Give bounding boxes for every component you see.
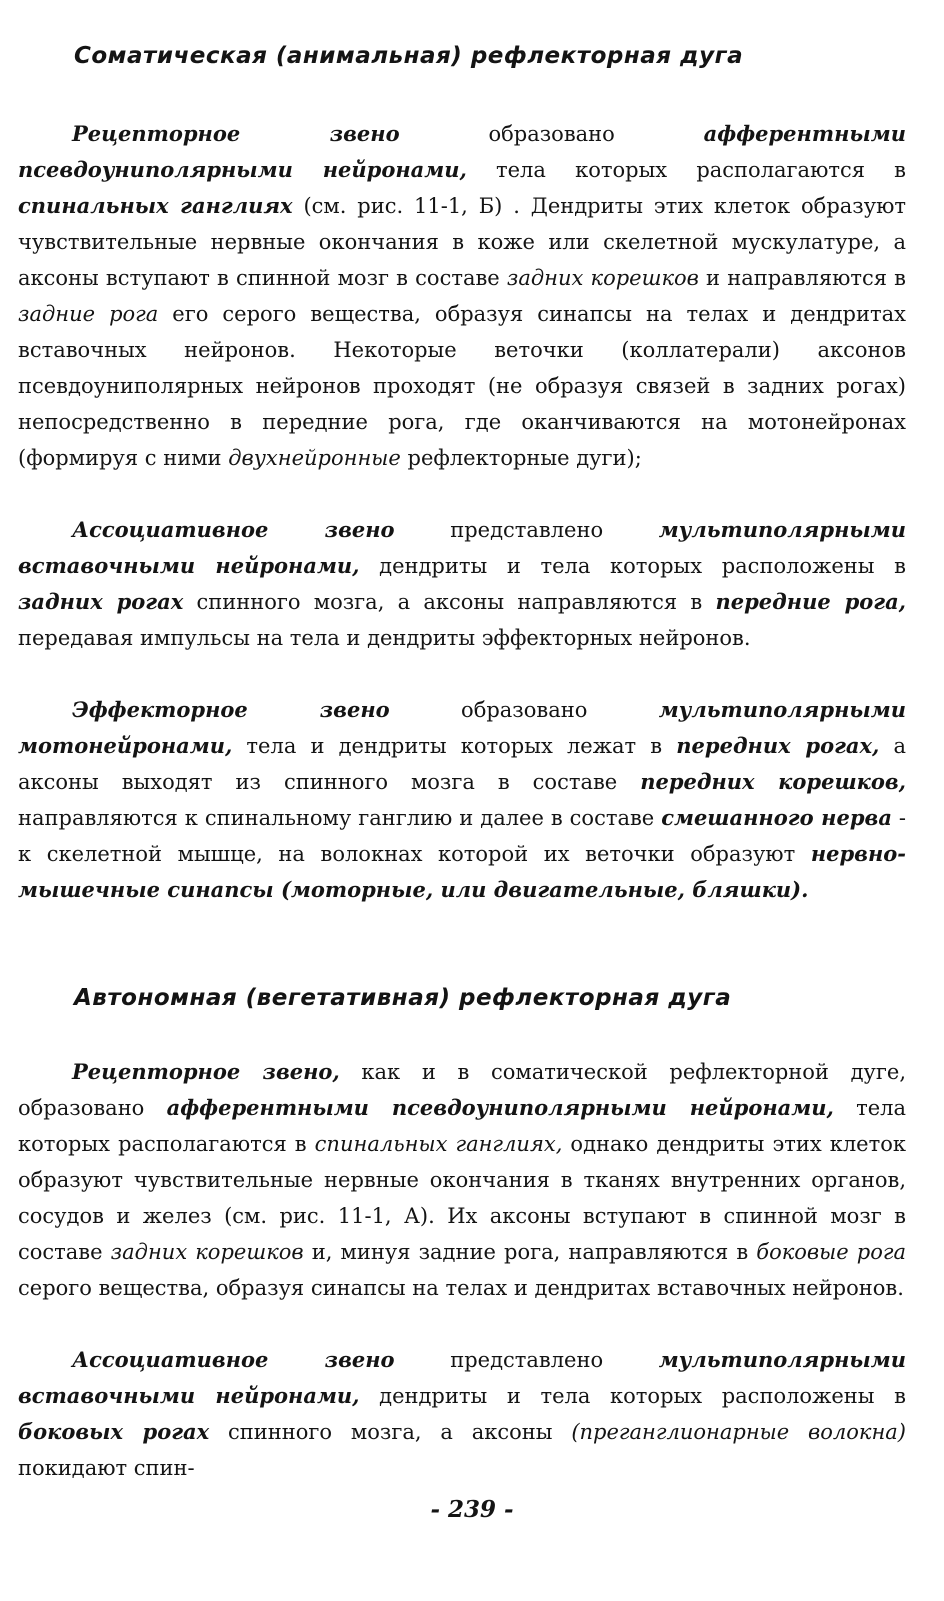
- term-receptor-link: Рецепторное звено: [72, 121, 400, 146]
- term-association-link: Ассоциативное звено: [72, 1347, 395, 1372]
- term-association-link: Ассоциативное звено: [72, 517, 395, 542]
- paragraph-somatic-effector: Эффекторное звено образовано мультиполярными мотонейронами, тела и дендриты которых лежат в передних рогах, а аксоны выходят из спинного мозга в составе передних корешков, направляются к спинальному ганглию и далее в составе смешанного нерва - к скелетной мышце, на волокнах которой их веточки образуют нервно-мышечные синапсы (моторные, или двигательные, бляшки).: [18, 697, 907, 902]
- term-receptor-link: Рецепторное звено,: [72, 1059, 340, 1084]
- paragraph-somatic-receptor: Рецепторное звено образовано афферентными псевдоуниполярными нейронами, тела которых располагаются в спинальных ганглиях (см. рис. 11-1, Б) . Дендриты этих клеток образуют чувствительные нервные окончания в коже или скелетной мускулатуре, а аксоны вступают в спинной мозг в составе задних корешков и направляются в задние рога его серого вещества, образуя синапсы на телах и дендритах вставочных нейронов. Некоторые веточки (коллатерали) аксонов псевдоуниполярных нейронов проходят (не образуя связей в задних рогах) непосредственно в передние рога, где оканчиваются на мотонейронах (формируя с ними двухнейронные рефлекторные дуги);: [18, 121, 906, 470]
- paragraph-somatic-association: Ассоциативное звено представлено мультиполярными вставочными нейронами, дендриты и тела которых расположены в задних рогах спинного мозга, а аксоны направляются в передние рога, передавая импульсы на тела и дендриты эффекторных нейронов.: [18, 517, 906, 650]
- term-effector-link: Эффекторное звено: [72, 697, 390, 722]
- section-title-autonomic: Автономная (вегетативная) рефлекторная дуга: [74, 985, 732, 1011]
- paragraph-autonomic-receptor: Рецепторное звено, как и в соматической рефлекторной дуге, образовано афферентными псевдоуниполярными нейронами, тела которых располагаются в спинальных ганглиях, однако дендриты этих клеток образуют чувствительные нервные окончания в тканях внутренних органов, сосудов и желез (см. рис. 11-1, А). Их аксоны вступают в спинной мозг в составе задних корешков и, минуя задние рога, направляются в боковые рога серого вещества, образуя синапсы на телах и дендритах вставочных нейронов.: [18, 1059, 906, 1300]
- page-number: - 239 -: [430, 1496, 514, 1523]
- paragraph-autonomic-association: Ассоциативное звено представлено мультиполярными вставочными нейронами, дендриты и тела которых расположены в боковых рогах спинного мозга, а аксоны (преганглионарные волокна) покидают спин-: [18, 1347, 906, 1480]
- section-title-somatic: Соматическая (анимальная) рефлекторная дуга: [74, 43, 744, 69]
